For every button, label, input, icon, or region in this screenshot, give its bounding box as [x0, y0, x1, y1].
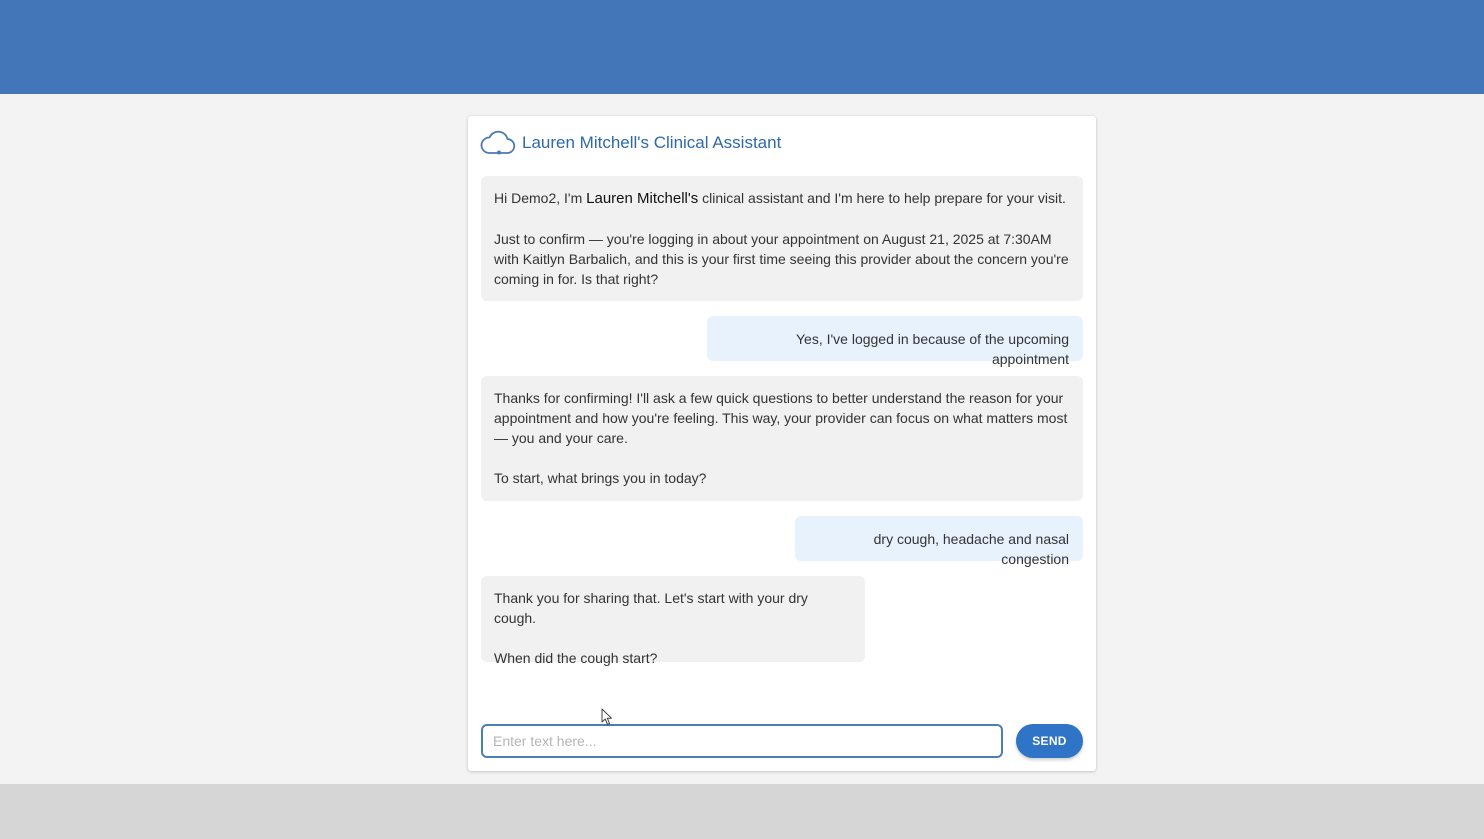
- bottom-band: [0, 784, 1484, 839]
- message-text: Thank you for sharing that. Let's start with your dry cough.: [494, 590, 808, 626]
- user-message: [795, 516, 1083, 567]
- greeting-suffix: clinical assistant and I'm here to help prepare for your visit.: [698, 190, 1066, 206]
- chat-window: [468, 116, 1096, 771]
- message-text: [494, 188, 1070, 209]
- message-text: When did the cough start?: [494, 650, 658, 666]
- message-text: Yes, I've logged in because of the upcoming appointment: [795, 331, 1069, 367]
- message-text: dry cough, headache and nasal congestion: [873, 531, 1069, 567]
- mouse-cursor-icon: [601, 708, 613, 726]
- greeting-prefix: Hi Demo2, I'm: [494, 190, 587, 206]
- chat-header: [480, 128, 781, 158]
- message-text: To start, what brings you in today?: [494, 470, 707, 486]
- chat-title: Lauren Mitchell's Clinical Assistant: [522, 133, 782, 152]
- composer: [481, 724, 1083, 758]
- assistant-message: [481, 576, 865, 666]
- send-button[interactable]: SEND: [1016, 724, 1083, 758]
- message-input[interactable]: [481, 724, 1003, 758]
- message-text: Thanks for confirming! I'll ask a few quick questions to better understand the reason for your appointment and how you're feeling. This way, your provider can focus on what matters most — you and your care.: [494, 390, 1068, 446]
- provider-name: Lauren Mitchell's: [586, 190, 699, 207]
- assistant-message: [481, 376, 1083, 501]
- cloud-icon: [480, 129, 516, 157]
- user-message: [707, 316, 1083, 367]
- assistant-message: [481, 176, 1083, 301]
- message-text: Just to confirm — you're logging in about your appointment on August 21, 2025 at 7:30AM with Kaitlyn Barbalich, and this is your first time seeing this provider about the concern you're coming in for. Is that right?: [494, 231, 1069, 287]
- top-banner: [0, 0, 1484, 94]
